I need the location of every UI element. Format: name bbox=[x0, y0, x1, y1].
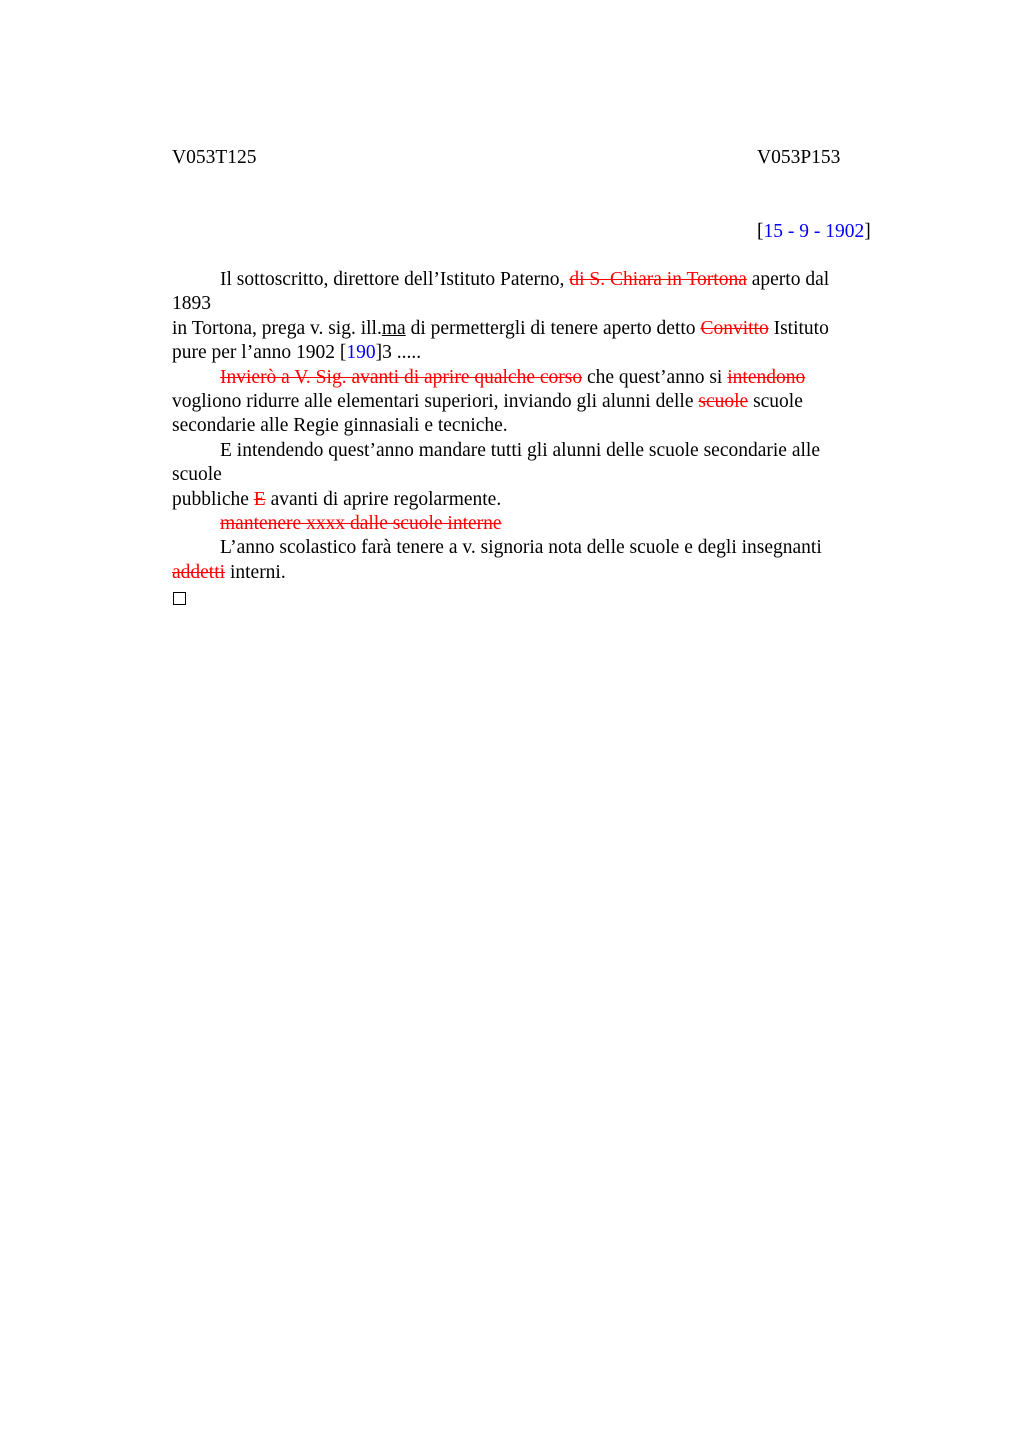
text-span: aperto dal bbox=[751, 269, 830, 290]
letter-date bbox=[757, 220, 871, 244]
deleted-text: scuole bbox=[698, 391, 749, 413]
deleted-text: Invierò a V. Sig. avanti di aprire qualche corso bbox=[220, 366, 583, 388]
text-span: in Tortona, prega v. sig. ill. bbox=[172, 317, 382, 339]
text-span: di permettergli di tenere aperto detto bbox=[410, 317, 696, 339]
text-line bbox=[172, 463, 872, 487]
deleted-text: di S. Chiara in Tortona bbox=[569, 269, 747, 290]
text-span: secondarie alle Regie ginnasiali e tecniche. bbox=[172, 415, 508, 437]
text-line bbox=[172, 268, 872, 292]
text-line bbox=[172, 561, 872, 585]
text-span: Il sottoscritto, direttore dell’Istituto Paterno, bbox=[220, 269, 565, 290]
text-line bbox=[172, 512, 872, 536]
editorial-text: 190 bbox=[346, 342, 376, 364]
text-span: vogliono ridurre alle elementari superiori, inviando gli alunni delle bbox=[172, 391, 694, 413]
text-line bbox=[172, 439, 872, 463]
date-close-bracket: ] bbox=[864, 221, 871, 242]
deleted-text: E bbox=[253, 488, 266, 510]
deleted-text: addetti bbox=[172, 561, 226, 583]
text-span: 1893 bbox=[172, 293, 211, 315]
document-page bbox=[172, 0, 872, 1450]
text-line bbox=[172, 536, 872, 560]
paragraph-3 bbox=[172, 439, 872, 512]
text-span: E intendendo quest’anno mandare tutti gli alunni delle scuole secondarie alle bbox=[220, 439, 820, 461]
text-span: pure per l’anno 1902 [ bbox=[172, 342, 347, 364]
paragraph-5 bbox=[172, 536, 872, 585]
date-open-bracket: [ bbox=[757, 221, 764, 242]
document-code-right: V053P153 bbox=[757, 147, 841, 168]
deleted-text: intendono bbox=[727, 366, 806, 388]
text-span: scuole bbox=[172, 464, 222, 486]
letter-body bbox=[172, 268, 872, 613]
text-span: interni. bbox=[229, 561, 286, 583]
document-code-left: V053T125 bbox=[172, 147, 257, 168]
end-marker bbox=[172, 585, 872, 612]
text-span: Istituto bbox=[773, 317, 829, 339]
text-span: avanti di aprire regolarmente. bbox=[270, 488, 502, 510]
paragraph-4 bbox=[172, 512, 872, 536]
text-line bbox=[172, 390, 872, 414]
end-square-icon bbox=[173, 592, 186, 605]
text-span: che quest’anno si bbox=[586, 366, 723, 388]
text-line bbox=[172, 488, 872, 512]
text-line bbox=[172, 366, 872, 390]
date-value: 15 - 9 - 1902 bbox=[763, 221, 865, 242]
paragraph-1 bbox=[172, 268, 872, 366]
paragraph-2 bbox=[172, 366, 872, 439]
deleted-text: Convitto bbox=[700, 317, 769, 339]
text-span: ]3 ..... bbox=[375, 342, 422, 364]
text-line bbox=[172, 292, 872, 316]
deleted-text: mantenere xxxx dalle scuole interne bbox=[220, 513, 502, 535]
text-line bbox=[172, 414, 872, 438]
text-span: pubbliche bbox=[172, 488, 249, 510]
underlined-text: ma bbox=[381, 317, 406, 339]
text-line bbox=[172, 317, 872, 341]
text-line bbox=[172, 341, 872, 365]
text-span: L’anno scolastico farà tenere a v. signoria nota delle scuole e degli insegnanti bbox=[220, 537, 822, 559]
text-span: scuole bbox=[753, 391, 803, 413]
